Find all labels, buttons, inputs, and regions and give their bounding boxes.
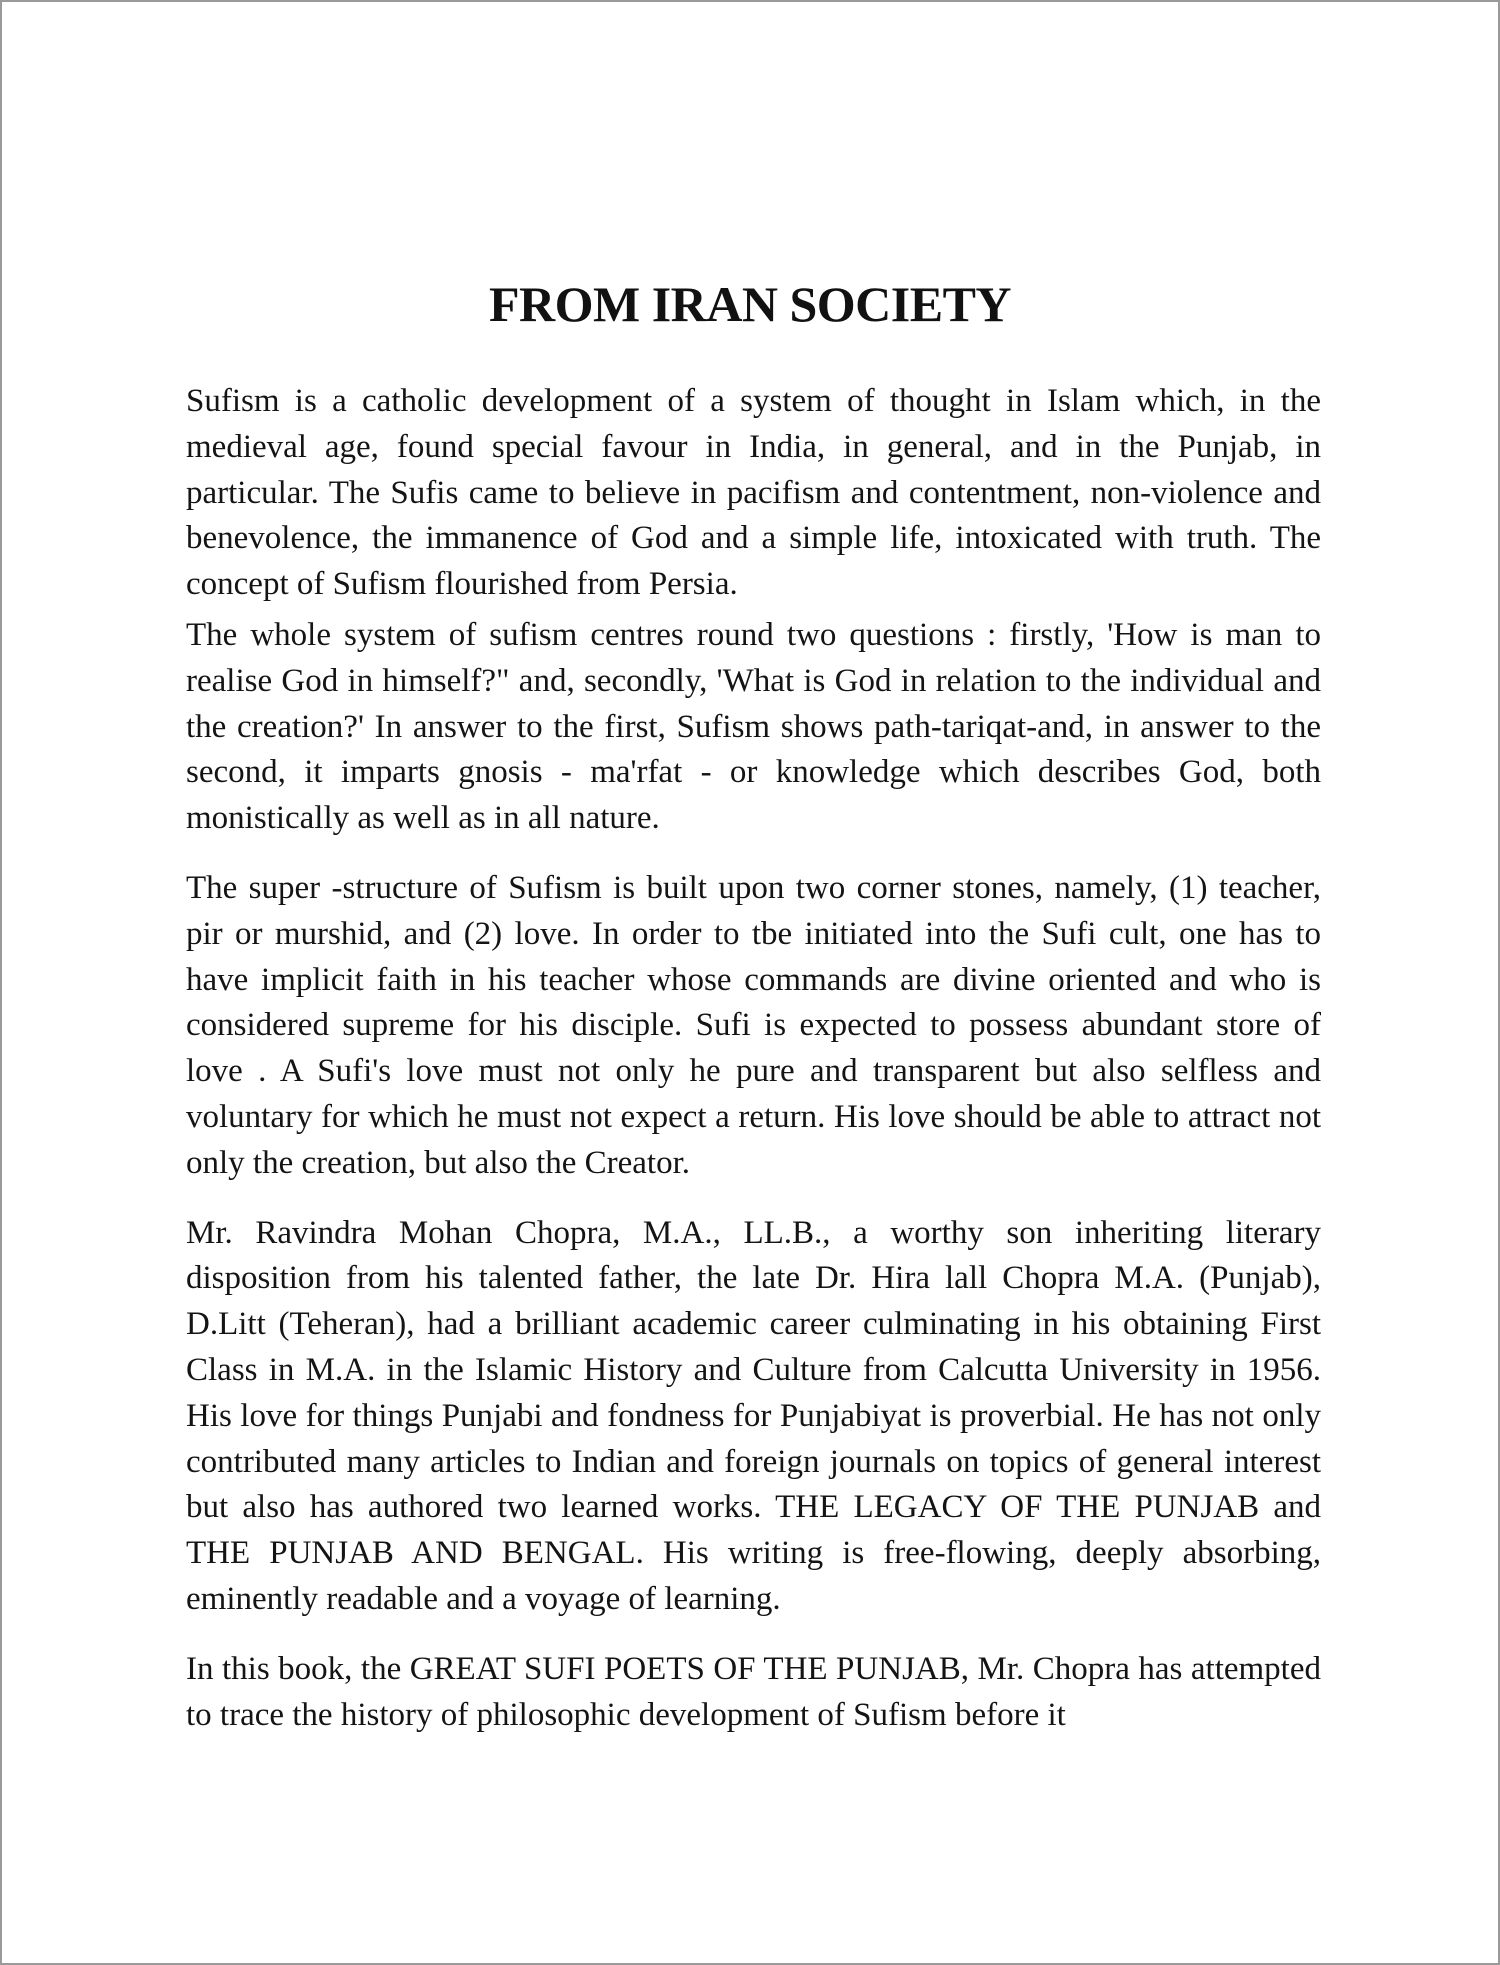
paragraph-sufism-intro: Sufism is a catholic development of a system of thought in Islam which, in the medieval age, found special favour in India, in general, and in the Punjab, in particular. The Sufis came to believe in pacifism and contentment, non-violence and benevolence, the immanence of God and a simple life, intoxicated with truth. The concept of Sufism flourished from Persia. xyxy=(186,383,1321,603)
paragraph-book-intro: In this book, the GREAT SUFI POETS OF THE PUNJAB, Mr. Chopra has attempted to trace the history of philosophic development of Sufism before it xyxy=(186,1650,1321,1733)
body-text xyxy=(186,379,1321,1738)
paragraph-author-bio: Mr. Ravindra Mohan Chopra, M.A., LL.B., a worthy son inheriting literary disposition from his talented father, the late Dr. Hira lall Chopra M.A. (Punjab), D.Litt (Teheran), had a brilliant academic career culminating in his obtaining First Class in M.A. in the Islamic History and Culture from Calcutta University in 1956. His love for things Punjabi and fondness for Punjabiyat is proverbial. He has not only contributed many articles to Indian and foreign journals on topics of general interest but also has authored two learned works. THE LEGACY OF THE PUNJAB and THE PUNJAB AND BENGAL. His writing is free-flowing, deeply absorbing, eminently readable and a voyage of learning. xyxy=(186,1214,1321,1617)
paragraph-sufism-structure: The super -structure of Sufism is built upon two corner stones, namely, (1) teacher, pir or murshid, and (2) love. In order to tbe initiated into the Sufi cult, one has to have implicit faith in his teacher whose commands are divine oriented and who is considered supreme for his disciple. Sufi is expected to possess abundant store of love . A Sufi's love must not only he pure and transparent but also selfless and voluntary for which he must not expect a return. His love should be able to attract not only the creation, but also the Creator. xyxy=(186,869,1321,1181)
page-title: FROM IRAN SOCIETY xyxy=(488,276,1012,332)
paragraph-sufism-questions: The whole system of sufism centres round two questions : firstly, 'How is man to realise God in himself?" and, secondly, 'What is God in relation to the individual and the creation?' In answer to the first, Sufism shows path-tariqat-and, in answer to the second, it imparts gnosis - ma'rfat - or knowledge which describes God, both monistically as well as in all nature. xyxy=(186,616,1321,837)
